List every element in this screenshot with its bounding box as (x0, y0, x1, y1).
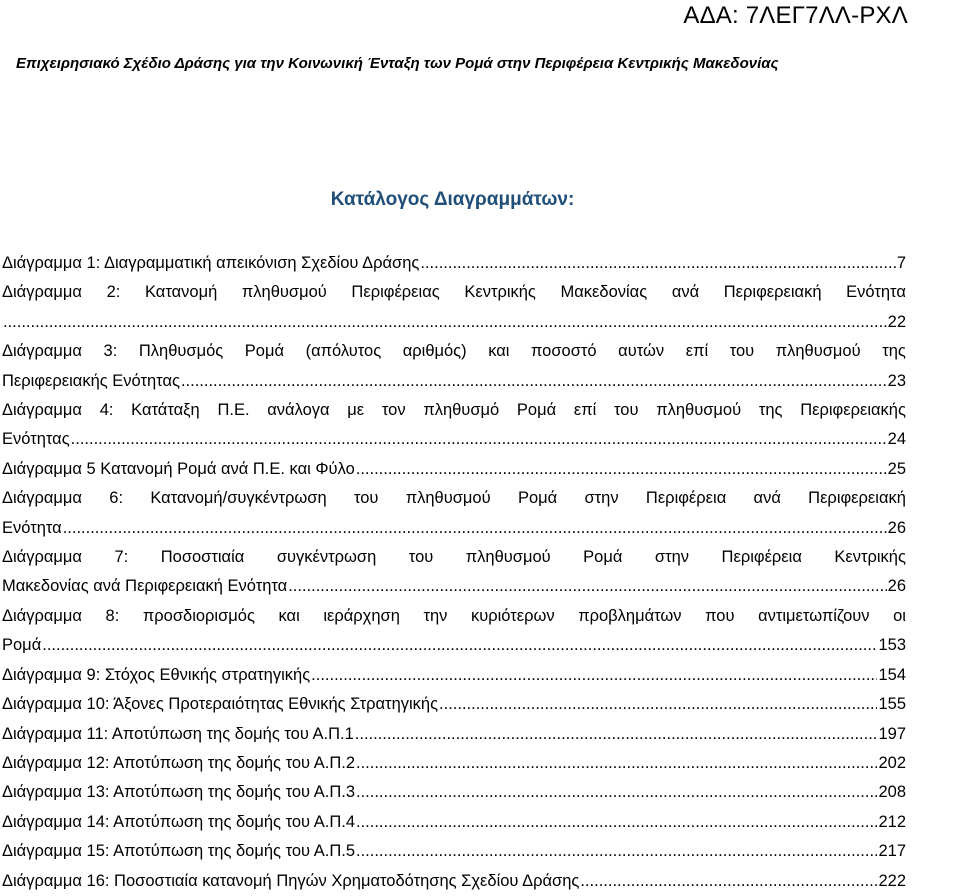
diagram-page-number: 22 (887, 312, 906, 331)
diagram-list-item[interactable] (2, 396, 906, 455)
diagram-entry-line: Διάγραμμα 3: Πληθυσμός Ρομά (απόλυτος αριθμός) και ποσοστό αυτών επί του πληθυσμού της (2, 342, 906, 361)
diagram-entry-text: Ενότητα (2, 518, 62, 537)
diagram-page-number: 153 (878, 636, 906, 655)
diagram-entry-text: Διάγραμμα 11: Αποτύπωση της δομής του Α.Π.1 (2, 724, 354, 743)
diagram-list-item[interactable] (2, 661, 906, 690)
diagram-list-item[interactable] (2, 249, 906, 278)
diagram-entry-text: Διάγραμμα 10: Άξονες Προτεραιότητας Εθνικής Στρατηγικής (2, 695, 439, 714)
diagram-page-number: 23 (887, 371, 906, 390)
diagram-entry-text: Ρομά (2, 636, 42, 655)
dot-leader (356, 808, 877, 837)
dot-leader (355, 720, 878, 749)
list-of-diagrams-title: Κατάλογος Διαγραμμάτων: (330, 189, 575, 210)
dot-leader (580, 867, 877, 896)
diagram-entry-line: Διάγραμμα 4: Κατάταξη Π.Ε. ανάλογα με τον πληθυσμό Ρομά επί του πληθυσμού της Περιφερειακής (2, 401, 906, 420)
diagram-list-item[interactable] (2, 837, 906, 866)
diagram-page-number: 7 (896, 254, 906, 272)
dot-leader (311, 661, 877, 690)
diagram-list-item[interactable] (2, 749, 906, 778)
diagram-entry-text: Διάγραμμα 1: Διαγραμματική απεικόνιση Σχεδίου Δράσης (2, 254, 420, 272)
diagram-page-number: 217 (878, 842, 906, 861)
diagram-page-number: 202 (878, 753, 906, 772)
diagram-entry-text: Περιφερειακής Ενότητας (2, 371, 180, 390)
diagram-entry-line: Διάγραμμα 6: Κατανομή/συγκέντρωση του πληθυσμού Ρομά στην Περιφέρεια ανά Περιφερειακή (2, 489, 906, 508)
dot-leader (356, 749, 877, 778)
dot-leader (3, 308, 887, 337)
dot-leader (420, 249, 895, 278)
diagram-page-number: 24 (887, 430, 906, 449)
diagram-list-item[interactable] (2, 602, 906, 661)
diagram-entry-text: Διάγραμμα 5 Κατανομή Ρομά ανά Π.Ε. και Φύλο (2, 459, 355, 478)
diagram-entry-text: Μακεδονίας ανά Περιφερειακή Ενότητα (2, 577, 288, 596)
dot-leader (356, 778, 877, 807)
diagram-page-number: 155 (878, 695, 906, 714)
diagram-entry-text: Διάγραμμα 12: Αποτύπωση της δομής του Α.Π.2 (2, 753, 356, 772)
diagram-page-number: 26 (887, 518, 906, 537)
diagram-entry-text: Διάγραμμα 13: Αποτύπωση της δομής του Α.Π.3 (2, 783, 356, 802)
diagram-entry-line: Διάγραμμα 7: Ποσοστιαία συγκέντρωση του πληθυσμού Ρομά στην Περιφέρεια Κεντρικής (2, 548, 906, 567)
dot-leader (356, 455, 887, 484)
diagram-list-item[interactable] (2, 543, 906, 602)
diagram-page-number: 208 (878, 783, 906, 802)
diagram-list-item[interactable] (2, 808, 906, 837)
diagram-list-item[interactable] (2, 337, 906, 396)
dot-leader (42, 631, 877, 660)
diagram-entry-text: Διάγραμμα 16: Ποσοστιαία κατανομή Πηγών Χρηματοδότησης Σχεδίου Δράσης (2, 871, 580, 890)
dot-leader (181, 367, 887, 396)
document-header: Επιχειρησιακό Σχέδιο Δράσης για την Κοινωνική Ένταξη των Ρομά στην Περιφέρεια Κεντρικής Μακεδονίας (16, 55, 779, 72)
ada-code: ΑΔΑ: 7ΛΕΓ7ΛΛ-ΡΧΛ (683, 2, 908, 29)
diagram-list-item[interactable] (2, 690, 906, 719)
diagram-list-item[interactable] (2, 278, 906, 337)
dot-leader (288, 572, 886, 601)
diagram-page-number: 154 (878, 665, 906, 684)
diagram-entry-line: Διάγραμμα 8: προσδιορισμός και ιεράρχηση την κυριότερων προβλημάτων που αντιμετωπίζουν οι (2, 606, 906, 625)
diagram-list-item[interactable] (2, 455, 906, 484)
diagram-list-item[interactable] (2, 778, 906, 807)
dot-leader (356, 837, 877, 866)
diagram-page-number: 197 (878, 724, 906, 743)
diagram-list-item[interactable] (2, 867, 906, 896)
dot-leader (439, 690, 877, 719)
diagram-entry-text: Διάγραμμα 9: Στόχος Εθνικής στρατηγικής (2, 665, 311, 684)
diagram-entry-text: Διάγραμμα 14: Αποτύπωση της δομής του Α.Π.4 (2, 812, 356, 831)
diagram-page-number: 25 (887, 459, 906, 478)
list-of-diagrams (2, 249, 906, 896)
diagram-entry-line: Διάγραμμα 2: Κατανομή πληθυσμού Περιφέρειας Κεντρικής Μακεδονίας ανά Περιφερειακή Ενότητα (2, 283, 906, 302)
diagram-page-number: 26 (887, 577, 906, 596)
dot-leader (71, 425, 887, 454)
diagram-list-item[interactable] (2, 484, 906, 543)
dot-leader (63, 514, 887, 543)
diagram-list-item[interactable] (2, 720, 906, 749)
diagram-entry-text: Διάγραμμα 15: Αποτύπωση της δομής του Α.Π.5 (2, 842, 356, 861)
diagram-entry-text: Ενότητας (2, 430, 70, 449)
diagram-page-number: 222 (878, 871, 906, 890)
diagram-page-number: 212 (878, 812, 906, 831)
